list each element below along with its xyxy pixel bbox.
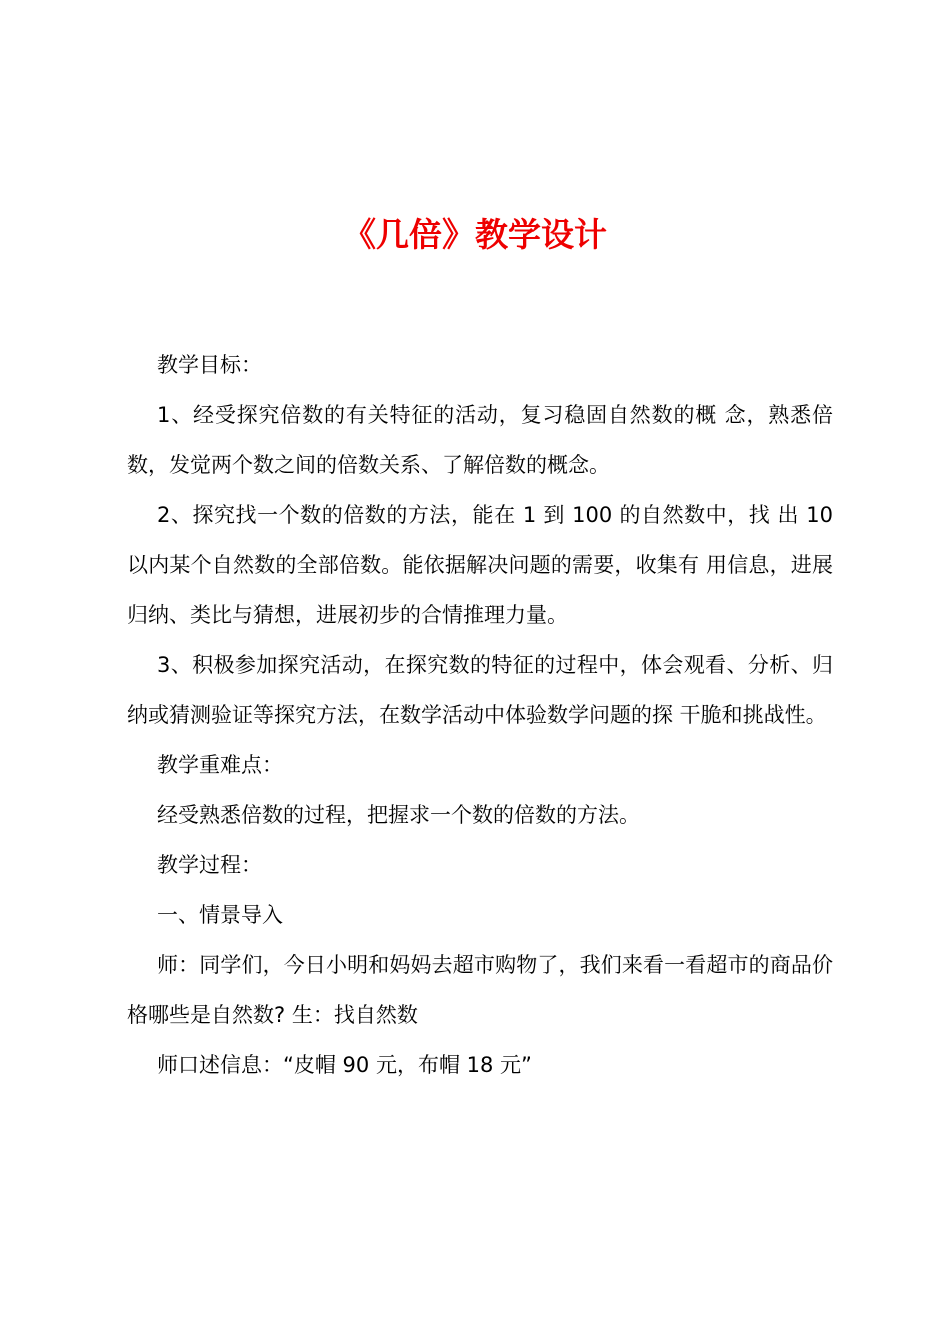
objective-item-1: 1、经受探究倍数的有关特征的活动，复习稳固自然数的概 念，熟悉倍数，发觉两个数之间的倍数关系、了解倍数的概念。 xyxy=(127,403,833,477)
key-points-text: 经受熟悉倍数的过程，把握求一个数的倍数的方法。 xyxy=(157,803,640,827)
objective-item-3: 3、积极参加探究活动，在探究数的特征的过程中，体会观看、分析、归纳或猜测验证等探究方法，在数学活动中体验数学问题的探 干脆和挑战性。 xyxy=(127,653,833,727)
document-title: 《几倍》教学设计 xyxy=(343,215,607,254)
section-heading-key-points: 教学重难点： xyxy=(157,753,283,777)
document-body xyxy=(127,340,833,1090)
subsection-heading-intro: 一、情景导入 xyxy=(157,903,283,927)
dialogue-paragraph-2: 师口述信息：“皮帽 90 元，布帽 18 元” xyxy=(157,1053,532,1077)
dialogue-paragraph-1: 师：同学们，今日小明和妈妈去超市购物了，我们来看一看超市的商品价格哪些是自然数? 生：找自然数 xyxy=(127,953,833,1027)
objective-item-2: 2、探究找一个数的倍数的方法，能在 1 到 100 的自然数中，找 出 10 以内某个自然数的全部倍数。能依据解决问题的需要，收集有 用信息，进展归纳、类比与猜想，进展初步的合情推理力量。 xyxy=(127,503,833,627)
section-heading-objectives: 教学目标： xyxy=(157,353,262,377)
section-heading-process: 教学过程： xyxy=(157,853,262,877)
